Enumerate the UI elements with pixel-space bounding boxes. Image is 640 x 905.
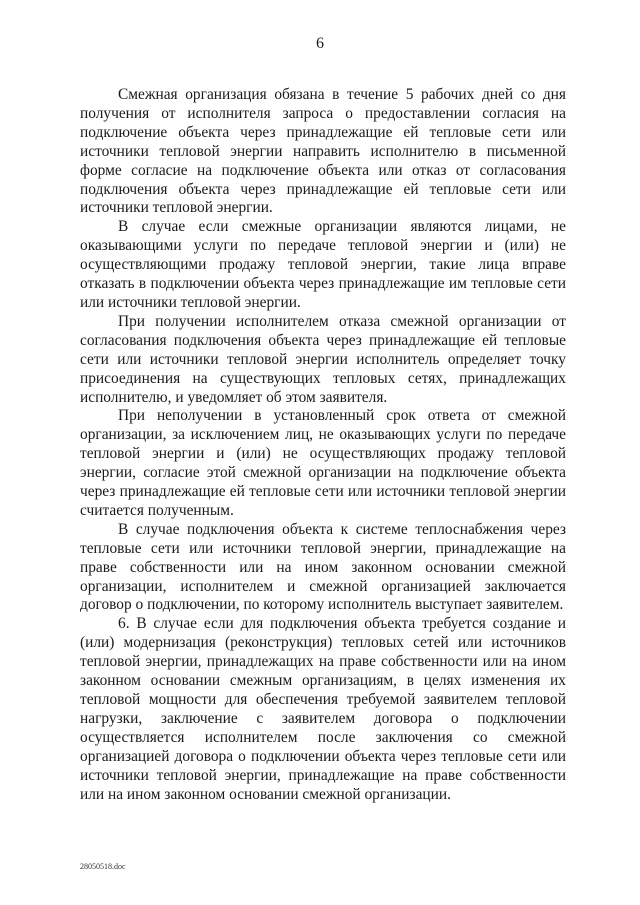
paragraph-consent-deadline: Смежная организация обязана в течение 5 рабочих дней со дня получения от исполнителя запроса о предоставлении согласия на подключение объекта через принадлежащие ей тепловые сети или источники тепловой энергии направить исполнителю в письменной форме согласие на подключение объекта или отказ от согласования подключения объекта через принадлежащие ей тепловые сети или источники тепловой энергии. <box>80 86 566 217</box>
paragraph-item-6: 6. В случае если для подключения объекта требуется создание и (или) модернизация (реконструкция) тепловых сетей или источников тепловой энергии, принадлежащих на праве собственности или на ином законном основании смежным организациям, в целях изменения их тепловой мощности для обеспечения требуемой заявителем тепловой нагрузки, заключение с заявителем договора о подключении осуществляется исполнителем после заключения со смежной организацией договора о подключении объекта через тепловые сети или источники тепловой энергии, принадлежащие на праве собственности или на ином законном основании смежной организации. <box>80 615 566 803</box>
paragraph-connection-contract: В случае подключения объекта к системе теплоснабжения через тепловые сети или источники тепловой энергии, принадлежащие на праве собственности или на ином законном основании смежной организации, исполнителем и смежной организацией заключается договор о подключении, по которому исполнитель выступает заявителем. <box>80 520 566 614</box>
paragraph-refusal-received: При получении исполнителем отказа смежной организации от согласования подключения объекта через принадлежащие ей тепловые сети или источники тепловой энергии исполнитель определяет точку присоединения на существующих тепловых сетях, принадлежащих исполнителю, и уведомляет об этом заявителя. <box>80 312 566 406</box>
page-number: 6 <box>316 35 324 52</box>
paragraph-consent-assumed: При неполучении в установленный срок ответа от смежной организации, за исключением лиц, не оказывающих услуги по передаче тепловой энергии и (или) не осуществляющих продажу тепловой энергии, согласие этой смежной организации на подключение объекта через принадлежащие ей тепловые сети или источники тепловой энергии считается полученным. <box>80 407 566 519</box>
document-body <box>80 86 566 804</box>
document-file-code: 28050518.doc <box>80 862 126 871</box>
paragraph-right-to-refuse: В случае если смежные организации являются лицами, не оказывающими услуги по передаче тепловой энергии и (или) не осуществляющими продажу тепловой энергии, такие лица вправе отказать в подключении объекта через принадлежащие им тепловые сети или источники тепловой энергии. <box>80 218 566 311</box>
